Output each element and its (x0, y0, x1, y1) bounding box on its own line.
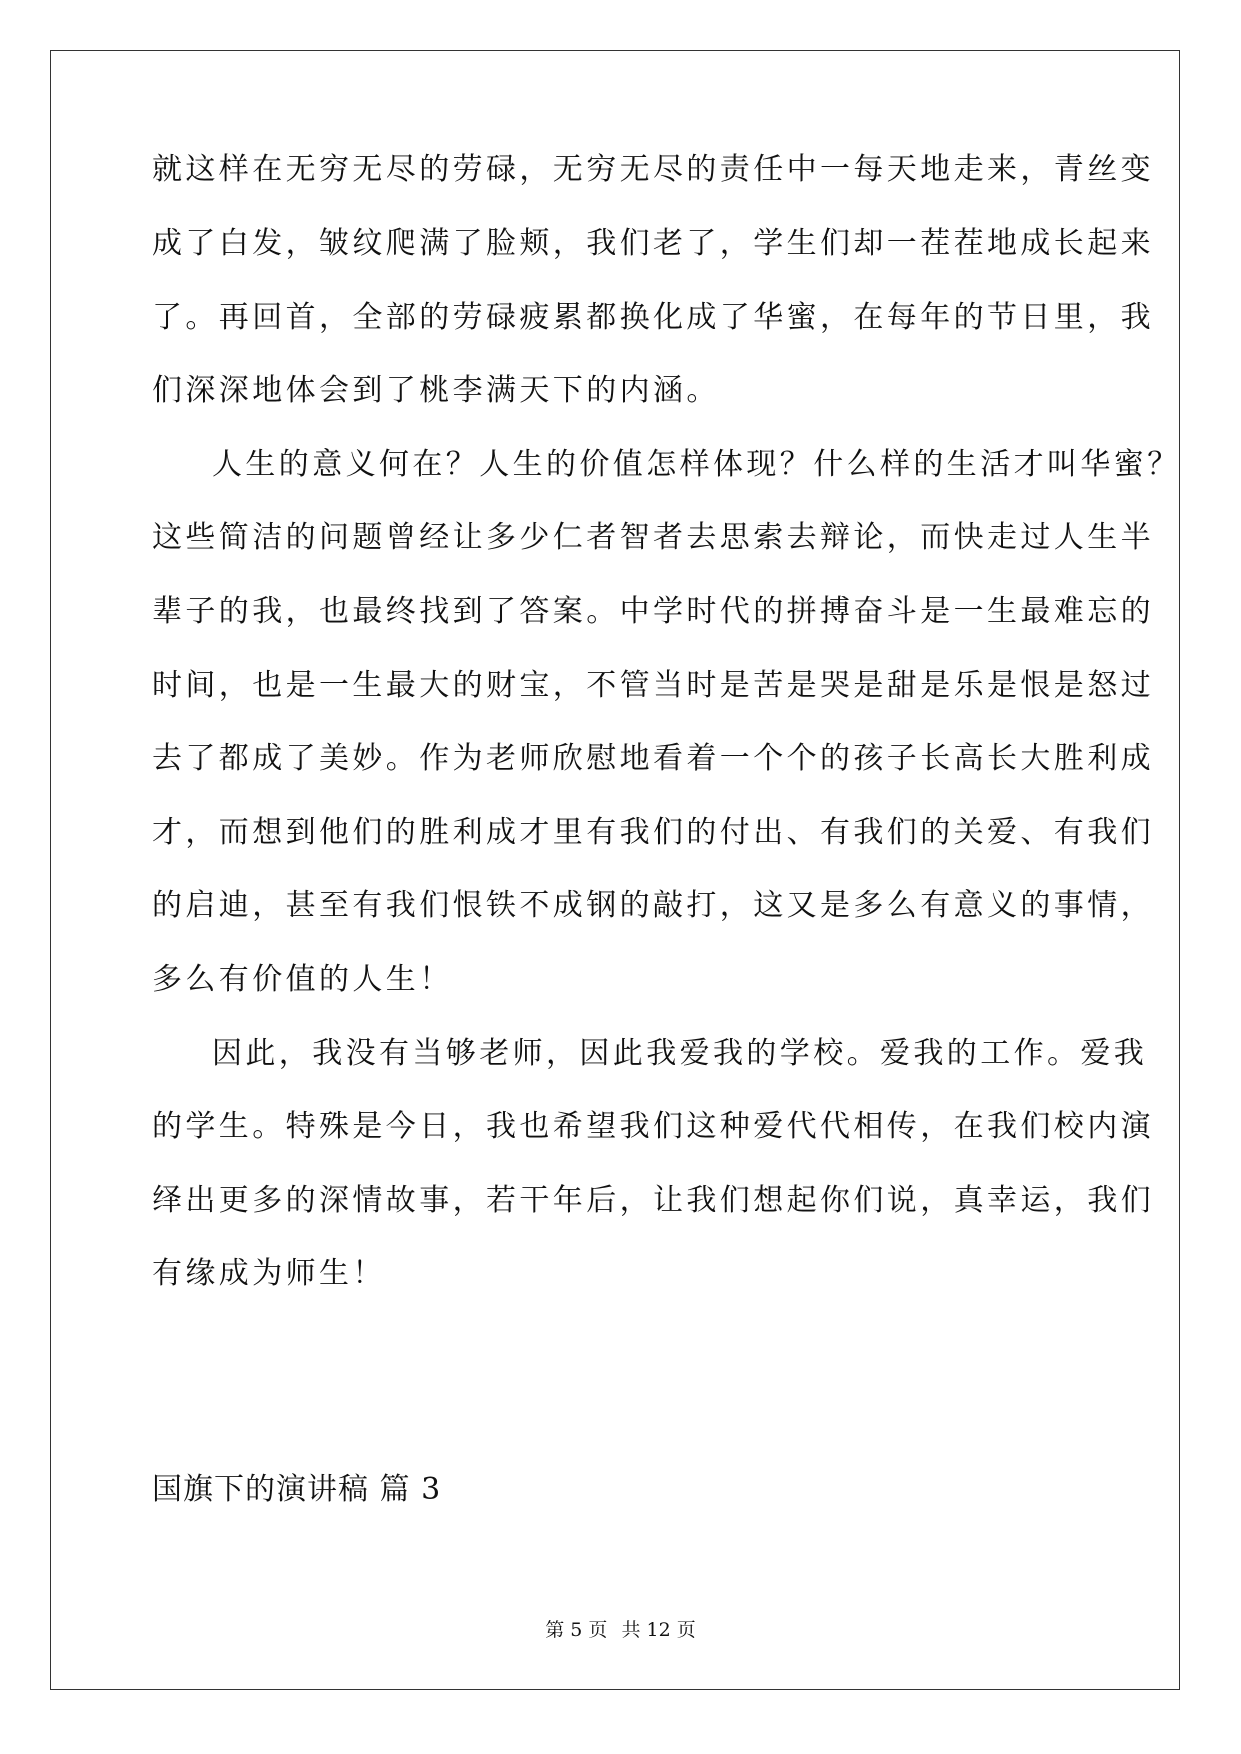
paragraph-line: 了。再回首，全部的劳碌疲累都换化成了华蜜，在每年的节日里，我 (152, 300, 1154, 335)
page-border (50, 50, 1180, 1690)
paragraph-line: 这些简洁的问题曾经让多少仁者智者去思索去辩论，而快走过人生半 (152, 520, 1154, 555)
paragraph-line: 辈子的我，也最终找到了答案。中学时代的拼搏奋斗是一生最难忘的 (152, 594, 1154, 629)
paragraph-line: 的学生。特殊是今日，我也希望我们这种爱代代相传，在我们校内演 (152, 1109, 1154, 1144)
paragraph-line: 成了白发，皱纹爬满了脸颊，我们老了，学生们却一茬茬地成长起来 (152, 226, 1154, 261)
page-total: 共 12 页 (621, 1619, 696, 1641)
paragraph-line: 就这样在无穷无尽的劳碌，无穷无尽的责任中一每天地走来，青丝变 (152, 152, 1154, 187)
paragraph-line: 时间，也是一生最大的财宝，不管当时是苦是哭是甜是乐是恨是怒过 (152, 668, 1154, 703)
paragraph-line: 们深深地体会到了桃李满天下的内涵。 (152, 373, 720, 408)
paragraph-line: 才，而想到他们的胜利成才里有我们的付出、有我们的关爱、有我们 (152, 815, 1154, 850)
paragraph-line: 的启迪，甚至有我们恨铁不成钢的敲打，这又是多么有意义的事情， (152, 888, 1154, 923)
section-heading: 国旗下的演讲稿 篇 3 (152, 1472, 442, 1507)
paragraph-line: 多么有价值的人生！ (152, 962, 453, 997)
paragraph-line: 绎出更多的深情故事，若干年后，让我们想起你们说，真幸运，我们 (152, 1183, 1154, 1218)
page-footer (0, 1618, 1241, 1642)
paragraph-line: 人生的意义何在？人生的价值怎样体现？什么样的生活才叫华蜜？ (212, 447, 1181, 482)
paragraph-line: 有缘成为师生！ (152, 1256, 386, 1291)
page-number: 第 5 页 (545, 1619, 608, 1641)
paragraph-line: 因此，我没有当够老师，因此我爱我的学校。爱我的工作。爱我 (212, 1036, 1148, 1071)
paragraph-line: 去了都成了美妙。作为老师欣慰地看着一个个的孩子长高长大胜利成 (152, 741, 1154, 776)
